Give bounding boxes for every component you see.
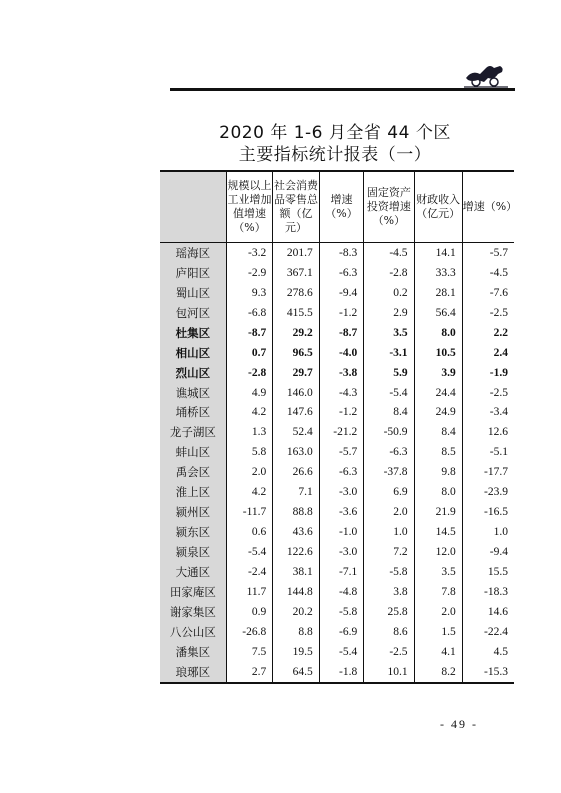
region-cell: 八公山区 bbox=[160, 622, 226, 642]
retail-growth-cell: -4.8 bbox=[319, 582, 364, 602]
fiscal-revenue-cell: 8.0 bbox=[414, 482, 462, 502]
retail-sales-cell: 122.6 bbox=[273, 542, 319, 562]
retail-growth-cell: -3.6 bbox=[319, 502, 364, 522]
retail-growth-cell: -6.9 bbox=[319, 622, 364, 642]
region-cell: 埇桥区 bbox=[160, 403, 226, 423]
investment-growth-cell: 8.6 bbox=[364, 622, 414, 642]
retail-growth-cell: -9.4 bbox=[319, 283, 364, 303]
fiscal-growth-cell: -1.9 bbox=[462, 363, 514, 383]
retail-sales-cell: 8.8 bbox=[273, 622, 319, 642]
table-row bbox=[160, 283, 514, 303]
investment-growth-cell: -4.5 bbox=[364, 243, 414, 263]
retail-sales-cell: 29.2 bbox=[273, 323, 319, 343]
fiscal-revenue-cell: 33.3 bbox=[414, 263, 462, 283]
investment-growth-cell: 2.0 bbox=[364, 502, 414, 522]
retail-growth-cell: -3.0 bbox=[319, 542, 364, 562]
page-number: - 49 - bbox=[440, 717, 478, 731]
retail-growth-cell: -1.2 bbox=[319, 403, 364, 423]
investment-growth-cell: -2.5 bbox=[364, 642, 414, 662]
retail-sales-cell: 144.8 bbox=[273, 582, 319, 602]
table-row bbox=[160, 542, 514, 562]
table-row bbox=[160, 343, 514, 363]
table-row bbox=[160, 642, 514, 662]
fiscal-revenue-cell: 28.1 bbox=[414, 283, 462, 303]
industry-growth-cell: 2.0 bbox=[226, 462, 272, 482]
region-cell: 谯城区 bbox=[160, 383, 226, 403]
table-row bbox=[160, 403, 514, 423]
fiscal-growth-cell: 15.5 bbox=[462, 562, 514, 582]
fiscal-growth-cell: -5.7 bbox=[462, 243, 514, 263]
investment-growth-cell: -6.3 bbox=[364, 442, 414, 462]
header-rule bbox=[170, 88, 515, 91]
fiscal-revenue-cell: 2.0 bbox=[414, 602, 462, 622]
fiscal-revenue-cell: 56.4 bbox=[414, 303, 462, 323]
fiscal-growth-cell: -17.7 bbox=[462, 462, 514, 482]
region-cell: 大通区 bbox=[160, 562, 226, 582]
industry-growth-cell: 7.5 bbox=[226, 642, 272, 662]
industry-growth-cell: -2.4 bbox=[226, 562, 272, 582]
table-row bbox=[160, 502, 514, 522]
fiscal-revenue-cell: 12.0 bbox=[414, 542, 462, 562]
retail-growth-cell: -5.8 bbox=[319, 602, 364, 622]
table-row bbox=[160, 522, 514, 542]
retail-sales-cell: 38.1 bbox=[273, 562, 319, 582]
retail-sales-cell: 88.8 bbox=[273, 502, 319, 522]
region-cell: 琅琊区 bbox=[160, 662, 226, 683]
fiscal-revenue-cell: 24.9 bbox=[414, 403, 462, 423]
fiscal-revenue-cell: 3.5 bbox=[414, 562, 462, 582]
industry-growth-cell: 11.7 bbox=[226, 582, 272, 602]
fiscal-growth-cell: -22.4 bbox=[462, 622, 514, 642]
header-retail-growth: 增速（%） bbox=[319, 171, 364, 243]
industry-growth-cell: -3.2 bbox=[226, 243, 272, 263]
fiscal-revenue-cell: 4.1 bbox=[414, 642, 462, 662]
retail-sales-cell: 147.6 bbox=[273, 403, 319, 423]
table-row bbox=[160, 582, 514, 602]
header-fiscal-growth: 增速（%） bbox=[462, 171, 514, 243]
retail-growth-cell: -3.0 bbox=[319, 482, 364, 502]
region-cell: 蜀山区 bbox=[160, 283, 226, 303]
industry-growth-cell: -2.8 bbox=[226, 363, 272, 383]
fiscal-revenue-cell: 10.5 bbox=[414, 343, 462, 363]
fiscal-revenue-cell: 14.5 bbox=[414, 522, 462, 542]
retail-growth-cell: -5.4 bbox=[319, 642, 364, 662]
retail-growth-cell: -7.1 bbox=[319, 562, 364, 582]
industry-growth-cell: 9.3 bbox=[226, 283, 272, 303]
industry-growth-cell: 0.6 bbox=[226, 522, 272, 542]
retail-growth-cell: -1.8 bbox=[319, 662, 364, 683]
retail-growth-cell: -4.3 bbox=[319, 383, 364, 403]
retail-sales-cell: 19.5 bbox=[273, 642, 319, 662]
statistics-table bbox=[160, 170, 518, 684]
fiscal-growth-cell: 12.6 bbox=[462, 422, 514, 442]
fiscal-growth-cell: -3.4 bbox=[462, 403, 514, 423]
investment-growth-cell: 3.8 bbox=[364, 582, 414, 602]
industry-growth-cell: 4.2 bbox=[226, 482, 272, 502]
investment-growth-cell: 3.5 bbox=[364, 323, 414, 343]
investment-growth-cell: -5.8 bbox=[364, 562, 414, 582]
retail-sales-cell: 96.5 bbox=[273, 343, 319, 363]
page-subtitle: 主要指标统计报表（一） bbox=[238, 145, 432, 165]
retail-growth-cell: -6.3 bbox=[319, 263, 364, 283]
investment-growth-cell: 7.2 bbox=[364, 542, 414, 562]
retail-sales-cell: 7.1 bbox=[273, 482, 319, 502]
region-cell: 颍州区 bbox=[160, 502, 226, 522]
fiscal-growth-cell: -15.3 bbox=[462, 662, 514, 683]
fiscal-revenue-cell: 21.9 bbox=[414, 502, 462, 522]
fiscal-growth-cell: 4.5 bbox=[462, 642, 514, 662]
investment-growth-cell: 8.4 bbox=[364, 403, 414, 423]
fiscal-growth-cell: 1.0 bbox=[462, 522, 514, 542]
table-row bbox=[160, 263, 514, 283]
retail-sales-cell: 163.0 bbox=[273, 442, 319, 462]
investment-growth-cell: 10.1 bbox=[364, 662, 414, 683]
table-row bbox=[160, 482, 514, 502]
table-row bbox=[160, 662, 514, 683]
retail-growth-cell: -3.8 bbox=[319, 363, 364, 383]
header-fiscal-revenue: 财政收入（亿元） bbox=[414, 171, 462, 243]
region-cell: 烈山区 bbox=[160, 363, 226, 383]
region-cell: 田家庵区 bbox=[160, 582, 226, 602]
region-cell: 淮上区 bbox=[160, 482, 226, 502]
industry-growth-cell: -8.7 bbox=[226, 323, 272, 343]
region-cell: 杜集区 bbox=[160, 323, 226, 343]
investment-growth-cell: -50.9 bbox=[364, 422, 414, 442]
investment-growth-cell: -3.1 bbox=[364, 343, 414, 363]
investment-growth-cell: -37.8 bbox=[364, 462, 414, 482]
fiscal-growth-cell: -5.1 bbox=[462, 442, 514, 462]
investment-growth-cell: 2.9 bbox=[364, 303, 414, 323]
fiscal-growth-cell: -23.9 bbox=[462, 482, 514, 502]
investment-growth-cell: 1.0 bbox=[364, 522, 414, 542]
fiscal-growth-cell: 2.4 bbox=[462, 343, 514, 363]
table-row bbox=[160, 602, 514, 622]
retail-growth-cell: -1.2 bbox=[319, 303, 364, 323]
header-investment-growth: 固定资产投资增速（%） bbox=[364, 171, 414, 243]
fiscal-growth-cell: -9.4 bbox=[462, 542, 514, 562]
retail-growth-cell: -8.7 bbox=[319, 323, 364, 343]
industry-growth-cell: -26.8 bbox=[226, 622, 272, 642]
fiscal-revenue-cell: 14.1 bbox=[414, 243, 462, 263]
investment-growth-cell: 0.2 bbox=[364, 283, 414, 303]
retail-sales-cell: 43.6 bbox=[273, 522, 319, 542]
industry-growth-cell: 2.7 bbox=[226, 662, 272, 683]
retail-growth-cell: -8.3 bbox=[319, 243, 364, 263]
fiscal-growth-cell: -2.5 bbox=[462, 303, 514, 323]
fiscal-growth-cell: -7.6 bbox=[462, 283, 514, 303]
region-cell: 颍泉区 bbox=[160, 542, 226, 562]
fiscal-growth-cell: -16.5 bbox=[462, 502, 514, 522]
retail-growth-cell: -5.7 bbox=[319, 442, 364, 462]
fiscal-growth-cell: 2.2 bbox=[462, 323, 514, 343]
retail-sales-cell: 146.0 bbox=[273, 383, 319, 403]
industry-growth-cell: 5.8 bbox=[226, 442, 272, 462]
investment-growth-cell: 5.9 bbox=[364, 363, 414, 383]
industry-growth-cell: -5.4 bbox=[226, 542, 272, 562]
industry-growth-cell: 4.2 bbox=[226, 403, 272, 423]
investment-growth-cell: 6.9 bbox=[364, 482, 414, 502]
fiscal-revenue-cell: 7.8 bbox=[414, 582, 462, 602]
investment-growth-cell: 25.8 bbox=[364, 602, 414, 622]
header-industry-growth: 规模以上工业增加值增速（%） bbox=[226, 171, 272, 243]
retail-growth-cell: -4.0 bbox=[319, 343, 364, 363]
table-row bbox=[160, 363, 514, 383]
region-cell: 相山区 bbox=[160, 343, 226, 363]
header-retail-sales: 社会消费品零售总额（亿元） bbox=[273, 171, 319, 243]
investment-growth-cell: -5.4 bbox=[364, 383, 414, 403]
fiscal-growth-cell: -18.3 bbox=[462, 582, 514, 602]
fiscal-revenue-cell: 9.8 bbox=[414, 462, 462, 482]
region-cell: 蚌山区 bbox=[160, 442, 226, 462]
fiscal-growth-cell: 14.6 bbox=[462, 602, 514, 622]
fiscal-growth-cell: -4.5 bbox=[462, 263, 514, 283]
fiscal-revenue-cell: 8.0 bbox=[414, 323, 462, 343]
retail-sales-cell: 201.7 bbox=[273, 243, 319, 263]
header-region bbox=[160, 171, 226, 243]
investment-growth-cell: -2.8 bbox=[364, 263, 414, 283]
retail-growth-cell: -1.0 bbox=[319, 522, 364, 542]
industry-growth-cell: 0.7 bbox=[226, 343, 272, 363]
industry-growth-cell: -6.8 bbox=[226, 303, 272, 323]
table-row bbox=[160, 562, 514, 582]
retail-growth-cell: -6.3 bbox=[319, 462, 364, 482]
region-cell: 潘集区 bbox=[160, 642, 226, 662]
table-row bbox=[160, 442, 514, 462]
fiscal-revenue-cell: 8.2 bbox=[414, 662, 462, 683]
fiscal-revenue-cell: 1.5 bbox=[414, 622, 462, 642]
industry-growth-cell: 1.3 bbox=[226, 422, 272, 442]
table-row bbox=[160, 462, 514, 482]
retail-sales-cell: 20.2 bbox=[273, 602, 319, 622]
fiscal-revenue-cell: 3.9 bbox=[414, 363, 462, 383]
industry-growth-cell: 4.9 bbox=[226, 383, 272, 403]
retail-sales-cell: 52.4 bbox=[273, 422, 319, 442]
industry-growth-cell: -2.9 bbox=[226, 263, 272, 283]
fiscal-revenue-cell: 24.4 bbox=[414, 383, 462, 403]
table-row bbox=[160, 303, 514, 323]
table-row bbox=[160, 383, 514, 403]
region-cell: 谢家集区 bbox=[160, 602, 226, 622]
region-cell: 颍东区 bbox=[160, 522, 226, 542]
retail-sales-cell: 367.1 bbox=[273, 263, 319, 283]
industry-growth-cell: -11.7 bbox=[226, 502, 272, 522]
retail-sales-cell: 415.5 bbox=[273, 303, 319, 323]
region-cell: 庐阳区 bbox=[160, 263, 226, 283]
retail-growth-cell: -21.2 bbox=[319, 422, 364, 442]
region-cell: 龙子湖区 bbox=[160, 422, 226, 442]
region-cell: 瑶海区 bbox=[160, 243, 226, 263]
table-header-row bbox=[160, 171, 514, 243]
retail-sales-cell: 278.6 bbox=[273, 283, 319, 303]
region-cell: 包河区 bbox=[160, 303, 226, 323]
table-row bbox=[160, 622, 514, 642]
fiscal-revenue-cell: 8.4 bbox=[414, 422, 462, 442]
table-row bbox=[160, 323, 514, 343]
page-title: 2020 年 1-6 月全省 44 个区 bbox=[219, 123, 451, 143]
retail-sales-cell: 64.5 bbox=[273, 662, 319, 683]
table-row bbox=[160, 243, 514, 263]
region-cell: 禹会区 bbox=[160, 462, 226, 482]
horse-emblem-icon bbox=[464, 60, 508, 88]
industry-growth-cell: 0.9 bbox=[226, 602, 272, 622]
fiscal-growth-cell: -2.5 bbox=[462, 383, 514, 403]
table-row bbox=[160, 422, 514, 442]
retail-sales-cell: 26.6 bbox=[273, 462, 319, 482]
retail-sales-cell: 29.7 bbox=[273, 363, 319, 383]
fiscal-revenue-cell: 8.5 bbox=[414, 442, 462, 462]
